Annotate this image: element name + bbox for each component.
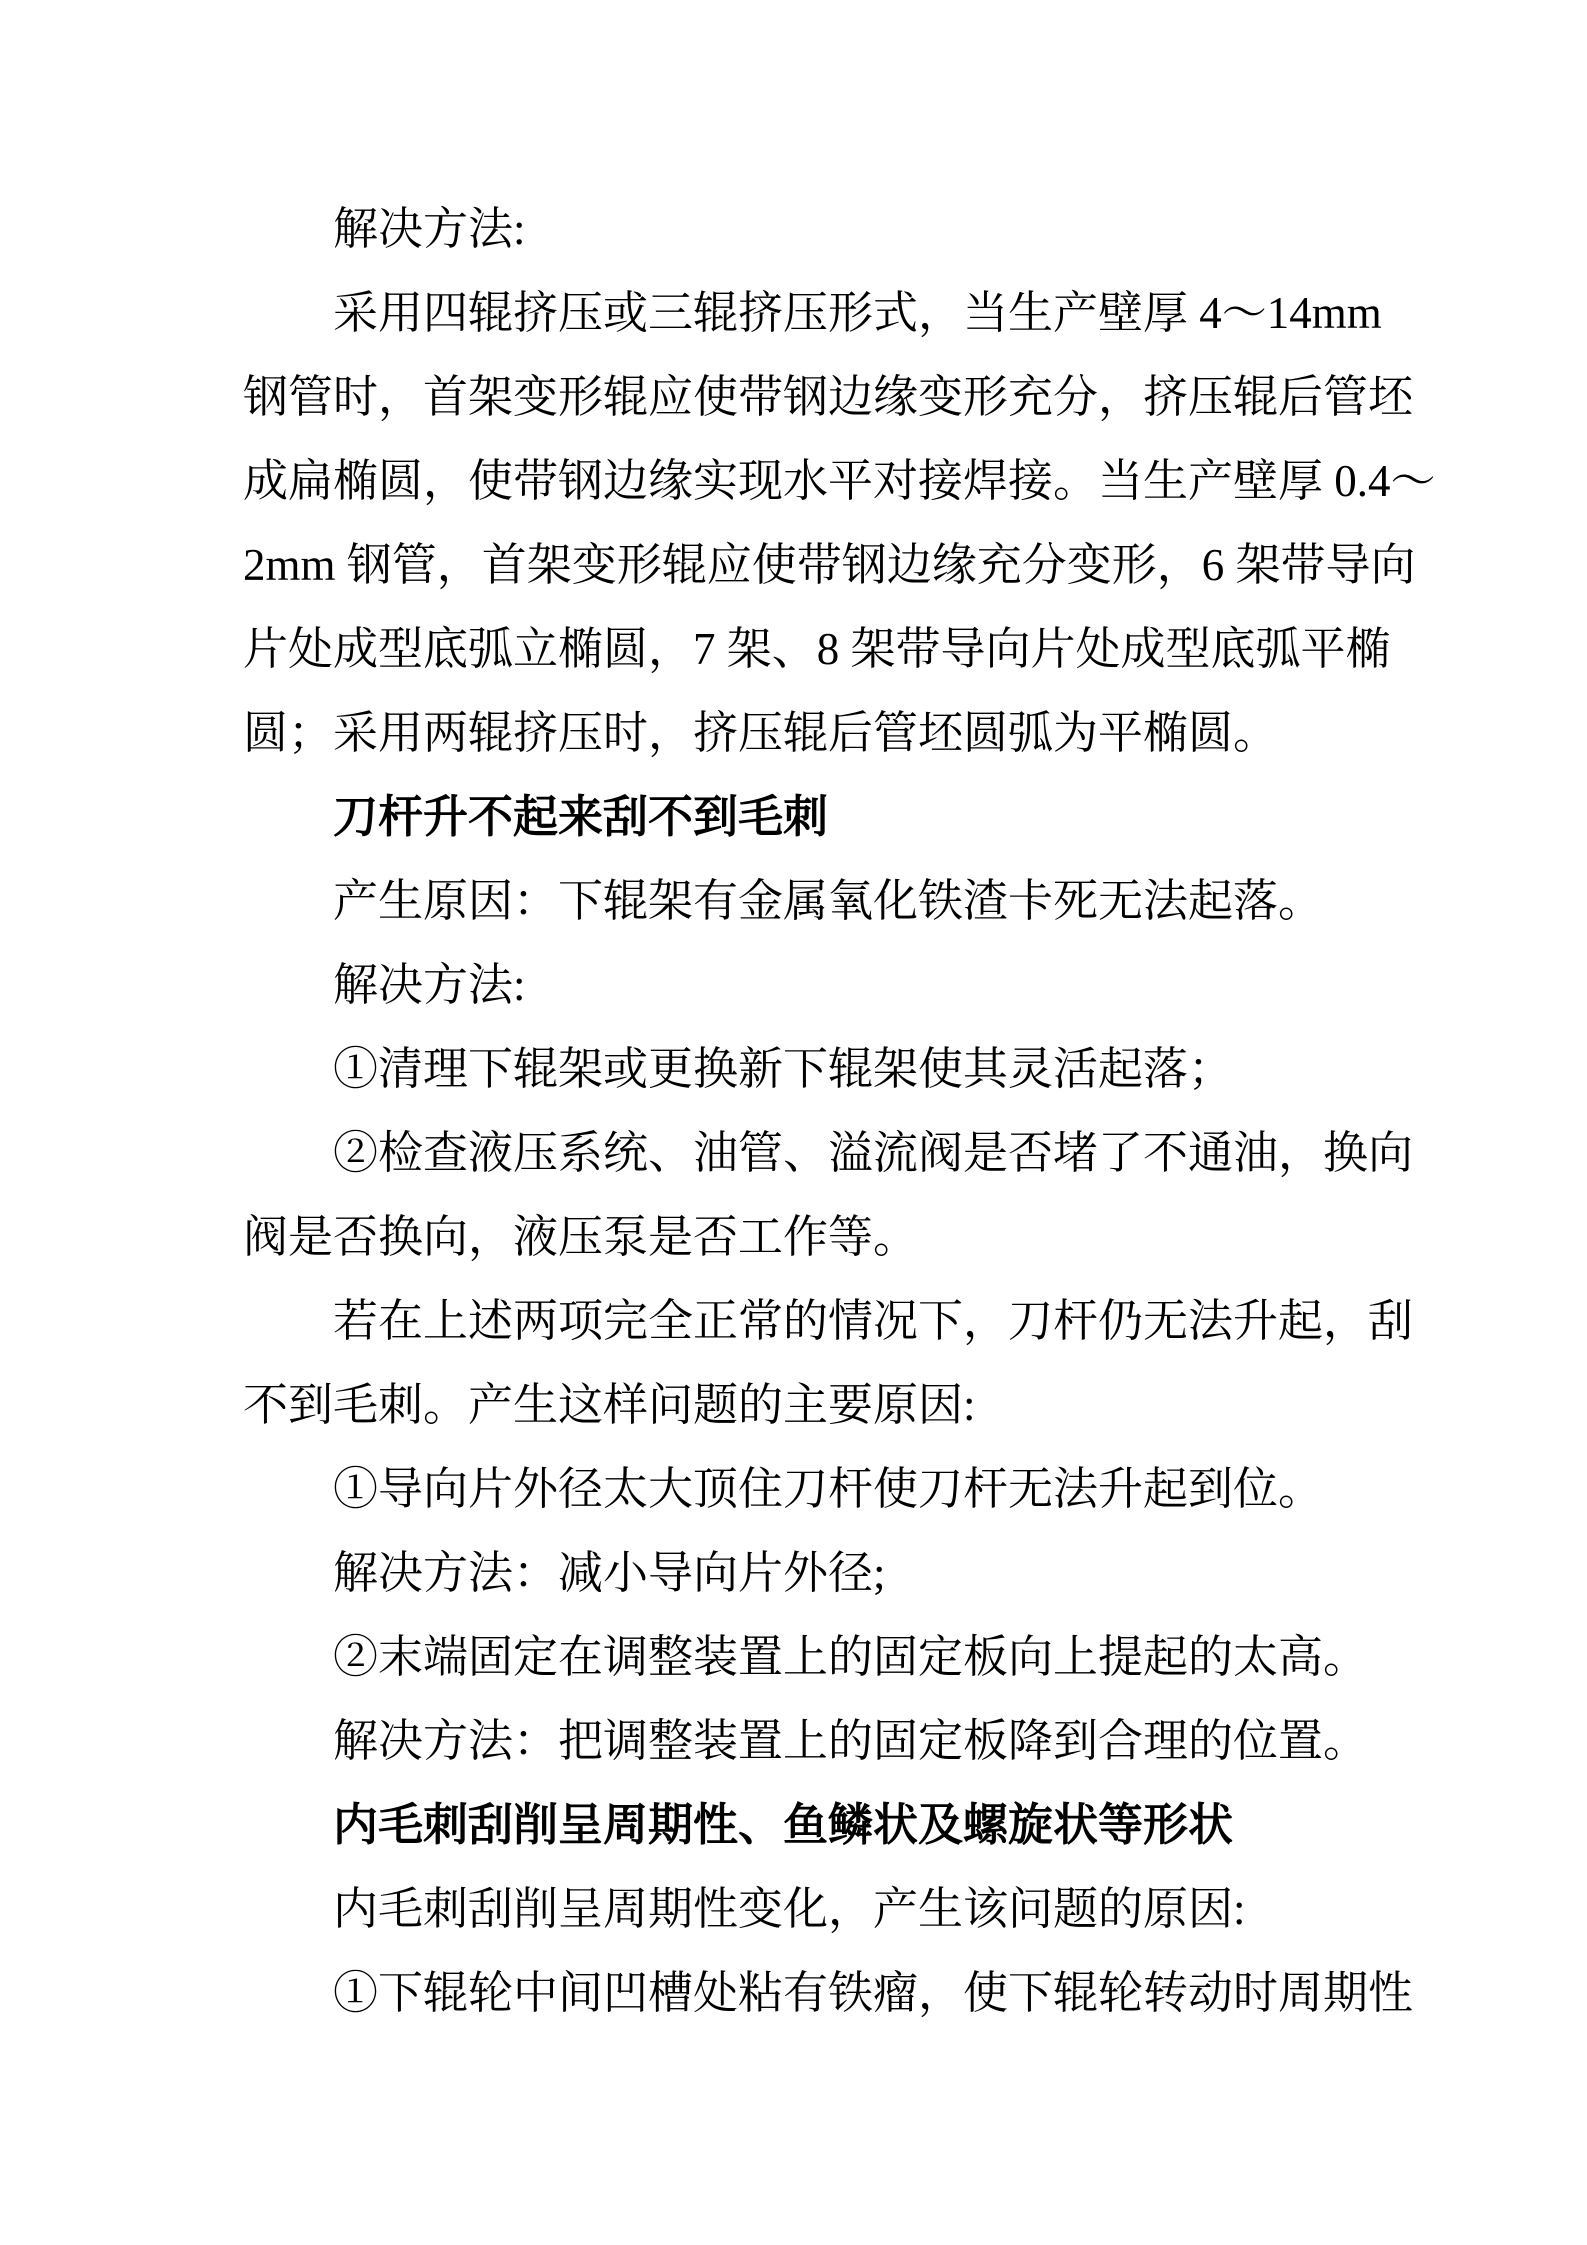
document-line: 解决方法：减小导向片外径; — [333, 1548, 886, 1598]
document-text-block — [243, 187, 1436, 2035]
document-line: ②检查液压系统、油管、溢流阀是否堵了不通油，换向 — [333, 1128, 1414, 1178]
document-line: 2mm 钢管，首架变形辊应使带钢边缘充分变形，6 架带导向 — [243, 540, 1416, 590]
document-line: 钢管时，首架变形辊应使带钢边缘变形充分，挤压辊后管坯 — [243, 372, 1414, 422]
document-line: ①清理下辊架或更换新下辊架使其灵活起落； — [333, 1044, 1234, 1094]
document-line: 采用四辊挤压或三辊挤压形式，当生产壁厚 4～14mm — [333, 288, 1382, 338]
document-heading: 内毛刺刮削呈周期性、鱼鳞状及螺旋状等形状 — [333, 1800, 1234, 1850]
document-line: 成扁椭圆，使带钢边缘实现水平对接焊接。当生产壁厚 0.4～ — [243, 456, 1436, 506]
document-line: 片处成型底弧立椭圆，7 架、8 架带导向片处成型底弧平椭 — [243, 624, 1391, 674]
document-line: ②末端固定在调整装置上的固定板向上提起的太高。 — [333, 1632, 1369, 1682]
document-line: 不到毛刺。产生这样问题的主要原因: — [243, 1380, 976, 1430]
document-line: 解决方法: — [333, 960, 526, 1010]
document-line: 内毛刺刮削呈周期性变化，产生该问题的原因: — [333, 1884, 1246, 1934]
document-line: 若在上述两项完全正常的情况下，刀杆仍无法升起，刮 — [333, 1296, 1414, 1346]
document-line: 圆；采用两辊挤压时，挤压辊后管坯圆弧为平椭圆。 — [243, 708, 1279, 758]
document-line: 阀是否换向，液压泵是否工作等。 — [243, 1212, 919, 1262]
document-heading: 刀杆升不起来刮不到毛刺 — [333, 792, 829, 842]
document-line: 解决方法: — [333, 204, 526, 254]
document-line: 解决方法：把调整装置上的固定板降到合理的位置。 — [333, 1716, 1369, 1766]
document-line: 产生原因：下辊架有金属氧化铁渣卡死无法起落。 — [333, 876, 1324, 926]
document-line: ①下辊轮中间凹槽处粘有铁瘤，使下辊轮转动时周期性 — [333, 1968, 1414, 2018]
document-line: ①导向片外径太大顶住刀杆使刀杆无法升起到位。 — [333, 1464, 1324, 1514]
